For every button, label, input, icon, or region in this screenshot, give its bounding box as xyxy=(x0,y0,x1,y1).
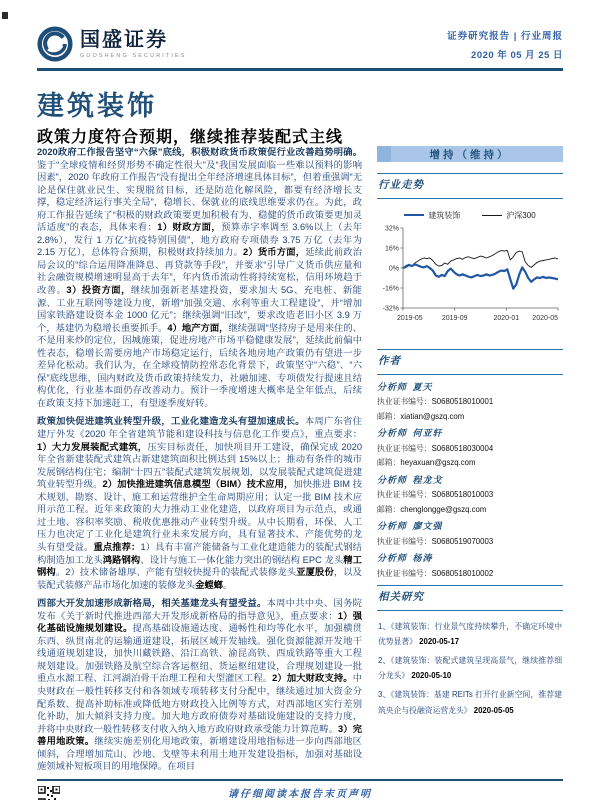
text-segment-stock: 鸿路钢构 xyxy=(102,554,141,565)
text-segment-strong: 2）加大财政支持。 xyxy=(272,673,353,684)
analyst-name: 分析师 夏天 xyxy=(377,381,433,392)
related-research-title: 1、《建筑装饰：行业景气度持续攀升，不确定环境中优势显著》 xyxy=(378,621,562,646)
industry-trend-chart xyxy=(377,209,563,323)
analyst-cert-number: 执业证书编号：S0680518010003 xyxy=(377,490,494,499)
text-segment-strong: 3）完善用地政策。 xyxy=(37,723,362,747)
analyst-name: 分析师 杨涛 xyxy=(377,553,433,563)
analyst-cert-number: 执业证书编号：S0680518010001 xyxy=(377,397,494,406)
sidebar xyxy=(377,146,563,779)
text-segment-normal: 。2）技术储备雄厚、产能有望较快提升的装配式装修龙头 xyxy=(55,567,297,578)
analyst-entry xyxy=(377,519,563,547)
text-segment-normal: 压实目标责任，加快项目开工建设，确保完成 2020 年全省新建装配式建筑占新建建筑面积比例达到 15%以上；推动有条件的城市发展钢结构住宅；编制“十四五”装配式建筑发展规划，以发展装配式建筑促进建筑业转型升级。 xyxy=(37,441,363,490)
text-segment-strong: 重点推荐： xyxy=(93,541,141,552)
report-date: 2020 年 05 月 25 日 xyxy=(471,50,563,61)
footer-divider xyxy=(37,779,563,781)
analyst-email[interactable]: 邮箱：xiatian@gszq.com xyxy=(377,411,465,421)
text-segment-normal: 本周中共中央、国务院发布《关于新时代推进西部大开发形成新格局的指导意见》，重点要求： xyxy=(37,598,362,621)
svg-text:2019-05: 2019-05 xyxy=(397,315,423,322)
body-paragraph xyxy=(37,597,362,773)
related-research-date: 2020-05-17 xyxy=(419,636,460,646)
brand-name-en: GUOSHENG SECURITIES xyxy=(80,53,187,59)
text-segment-normal: 。 xyxy=(222,579,233,590)
text-segment-strong: 1）大力发展装配式建筑， xyxy=(37,441,148,452)
analyst-cert-number: 执业证书编号：S0680518010002 xyxy=(377,568,494,578)
related-research-title: 2、《建筑装饰：装配式建筑呈现高景气，继续推荐细分龙头》 xyxy=(378,655,562,681)
text-segment-strong: 3）投资方面， xyxy=(66,285,131,296)
page-subtitle: 政策力度符合预期，继续推荐装配式主线 xyxy=(37,129,344,146)
text-segment-lead: 政策加快促进建筑业转型升级，工业化建造龙头有望加速成长。 xyxy=(37,416,305,427)
text-segment-normal: 鉴于“全球疫情和经贸形势不确定性很大”及“我国发展面临一些难以预料的影响因素”，2020 年政府工作报告“没有提出全年经济增速具体目标”，但着重强调“无论是保住就业民生、实现脱贫目标，还是防范化解风险，都要有经济增长支撑，稳定经济运行事关全局”，稳增长、保就业的底线思维要求仍在。为此，政府工作报告延续了“积极的财政政策要更加积极有为、稳健的货币政策要更加灵活适度”的表态，具体来看： xyxy=(37,159,362,233)
trend-line-chart xyxy=(377,223,563,323)
report-type: 证券研究报告 | 行业周报 xyxy=(447,31,563,42)
text-segment-stock: 金螳螂 xyxy=(195,579,223,590)
text-segment-lead: 2020政府工作报告坚守“六保”底线，积极财政货币政策促行业改善趋势明确。 xyxy=(37,147,362,157)
svg-text:16%: 16% xyxy=(384,245,399,253)
analyst-entry xyxy=(377,473,563,515)
trend-section-title: 行业走势 xyxy=(378,179,424,191)
chart-legend xyxy=(377,209,563,221)
brand-name: 国盛证券 xyxy=(80,29,168,51)
text-segment-normal: 继续加强新老基建投资，要求加大 5G、充电桩、新能源、工业互联网等建设力度，新增“加强交通、水利等重大工程建设”，并“增加国家铁路建设资本金 1000 亿元”；继续强调“旧改”，要求改造老旧小区 3.9 万个，基建仍为稳增长重要抓手。 xyxy=(37,285,362,333)
text-segment-normal: ，以及装配式装修产品市场化加速的装修龙头 xyxy=(37,567,362,590)
text-segment-normal: 本周广东省住建厅外发《2020 年全省建筑节能和建设科技与信息化工作要点》，重点要求： xyxy=(37,416,362,440)
legend-item xyxy=(482,210,535,221)
text-segment-strong: 2）加快推进建筑信息模型（BIM）技术应用， xyxy=(102,479,294,490)
analyst-name: 分析师 廖文强 xyxy=(377,521,443,531)
brand-text xyxy=(80,29,187,59)
text-segment-lead: 西部大开发加速形成新格局，相关基建龙头有望受益。 xyxy=(37,598,267,609)
text-segment-strong: 1）财政方面， xyxy=(157,222,222,233)
text-segment-stock: 亚厦股份 xyxy=(296,567,334,578)
rating-badge: 增持（维持） xyxy=(377,146,563,162)
scan-artifact xyxy=(2,12,8,19)
analyst-entry xyxy=(377,380,563,422)
sidebar-divider xyxy=(377,374,563,375)
svg-text:2020-01: 2020-01 xyxy=(493,315,520,322)
content-columns xyxy=(37,146,563,779)
analyst-email[interactable]: 邮箱：chenglongge@gszq.com xyxy=(377,504,487,514)
related-research-item[interactable] xyxy=(378,653,562,683)
analyst-email[interactable]: 邮箱：heyaxuan@gszq.com xyxy=(377,458,476,467)
sidebar-divider xyxy=(377,198,563,199)
sidebar-divider xyxy=(377,610,563,611)
related-research-item[interactable] xyxy=(378,619,562,649)
footer-disclaimer: 请仔细阅读本报告末页声明 xyxy=(228,789,372,800)
analyst-name: 分析师 何亚轩 xyxy=(377,428,443,438)
related-research-list xyxy=(377,613,563,720)
related-research-title: 3、《建筑装饰：基建 REITs 打开行业新空间，推荐建筑央企与投融资运营龙头》 xyxy=(378,690,562,715)
related-research-date: 2020-05-10 xyxy=(411,671,452,681)
report-header xyxy=(37,22,563,66)
legend-label: 建筑装饰 xyxy=(428,210,461,220)
legend-label: 沪深300 xyxy=(506,210,536,220)
header-meta xyxy=(447,22,563,66)
text-segment-strong: 4）地产方面， xyxy=(167,322,229,333)
text-segment-normal: 延续此前政治局会议的“综合运用降准降息、再贷款等手段”，并要求“引导广义货币供应量和社会融资规模增速明显高于去年”，年内货币流动性将持续宽松，信用环境趋于改善。 xyxy=(37,247,362,296)
svg-text:32%: 32% xyxy=(384,225,399,233)
body-paragraph xyxy=(37,146,362,409)
text-segment-normal: 预算赤字率调至 3.6%以上（去年 2.8%），发行 1 万亿“抗疫特别国债”，地方政府专项债券 3.75 万亿（去年为 2.15 万亿），总体符合预期，积极财政持续加力。 xyxy=(37,222,362,258)
analyst-cert-number: 执业证书编号：S0680519070003 xyxy=(377,536,494,546)
brand xyxy=(37,22,187,66)
text-segment-strong: 1）强化基础设施规划建设。 xyxy=(37,610,362,634)
related-research-item[interactable] xyxy=(378,687,562,717)
analyst-name: 分析师 程龙戈 xyxy=(377,474,443,485)
svg-text:2019-09: 2019-09 xyxy=(441,315,468,322)
legend-item xyxy=(404,210,460,221)
analyst-entry xyxy=(377,551,563,579)
text-segment-normal: 中央财政在一般性转移支付和各领域专项转移支付分配中，继续通过加大资金分配系数、提高补助标准或降低地方财政投入比例等方式，对西部地区实行差别化补助，加大倾斜支持力度。加大地方政府债券对基础设施建设的支持力度，并将中央财政一般性转移支付收入纳入地方政府财政承受能力计算范畴。 xyxy=(37,673,362,734)
guosheng-logo-icon xyxy=(37,26,73,62)
body-paragraph xyxy=(37,415,362,591)
svg-text:-32%: -32% xyxy=(382,305,399,313)
page-title: 建筑装饰 xyxy=(37,91,157,121)
related-section-title: 相关研究 xyxy=(378,590,424,603)
text-segment-strong: 2）货币方面， xyxy=(242,247,306,258)
legend-swatch xyxy=(482,215,502,216)
authors-section-title: 作者 xyxy=(378,355,401,367)
legend-swatch xyxy=(404,214,424,216)
text-segment-stock: 精工钢构 xyxy=(37,554,362,578)
text-segment-normal: 、设计与施工一体化能力突出的钢结构 EPC 龙头 xyxy=(140,554,344,565)
text-segment-normal: 1）具有丰富产能储备与工业化建造能力的装配式钢结构制造加工龙头 xyxy=(37,541,362,565)
header-divider xyxy=(37,68,563,71)
svg-text:0%: 0% xyxy=(388,265,399,273)
report-body xyxy=(37,146,362,779)
svg-text:2020-05: 2020-05 xyxy=(532,315,558,322)
analyst-cert-number: 执业证书编号：S0680518030004 xyxy=(377,443,494,453)
text-segment-normal: 继续实施差别化用地政策，新增建设用地指标进一步向西部地区倾斜，合理增加荒山、沙地、戈壁等未利用土地开发建设指标，加强对基础设施领域补短板项目的用地保障。在项目 xyxy=(37,736,362,772)
svg-text:-16%: -16% xyxy=(382,285,399,293)
text-segment-normal: 继续强调“坚持房子是用来住的、不是用来炒的定位，因城施策，促进房地产市场平稳健康发展”，延续此前偏中性表态，稳增长需要房地产市场稳定运行，后续各地房地产政策仍有望进一步差异化松动。我们认为，在全球疫情防控常态化背景下，政策坚守“六稳”、“六保”底线思维，国内财政及货币政策持续发力，社融加速、专项债发行提速且结构优化，行业基本面仍存改善动力。预计一季度增速大概率是全年低点，后续在政策支持下加速赶工，有望逐季度好转。 xyxy=(37,322,362,408)
text-segment-normal: 加快推进 BIM 技术规划、勘察、设计、施工和运营维护全生命周期应用；认定一批 BIM 技术应用示范工程。近年来政策的大力推动工业化建造，以政府项目为示范点，或通过土地、容积率奖励、税收优惠推动产业转型升级。从中长期看，环保、人工压力也决定了工业化是建筑行业未来发展方向，具有显著技术、产能优势的龙头有望受益。 xyxy=(37,479,362,552)
authors-list xyxy=(377,380,563,579)
related-research-date: 2020-05-05 xyxy=(473,705,514,715)
text-segment-normal: 提高基础设施通达度、通畅性和均等化水平，加强横贯东西、纵贯南北的运输通道建设，拓展区域开发轴线。强化资源能源开发地干线通道规划建设，加快川藏铁路、沿江高铁、渝昆高铁、西成铁路等重大工程规划建设。加强铁路及航空综合客运枢纽、货运枢纽建设，合理规划建设一批重点水源工程、江河湖泊骨干治理工程和大型灌区工程。 xyxy=(37,623,362,684)
analyst-entry xyxy=(377,426,563,468)
